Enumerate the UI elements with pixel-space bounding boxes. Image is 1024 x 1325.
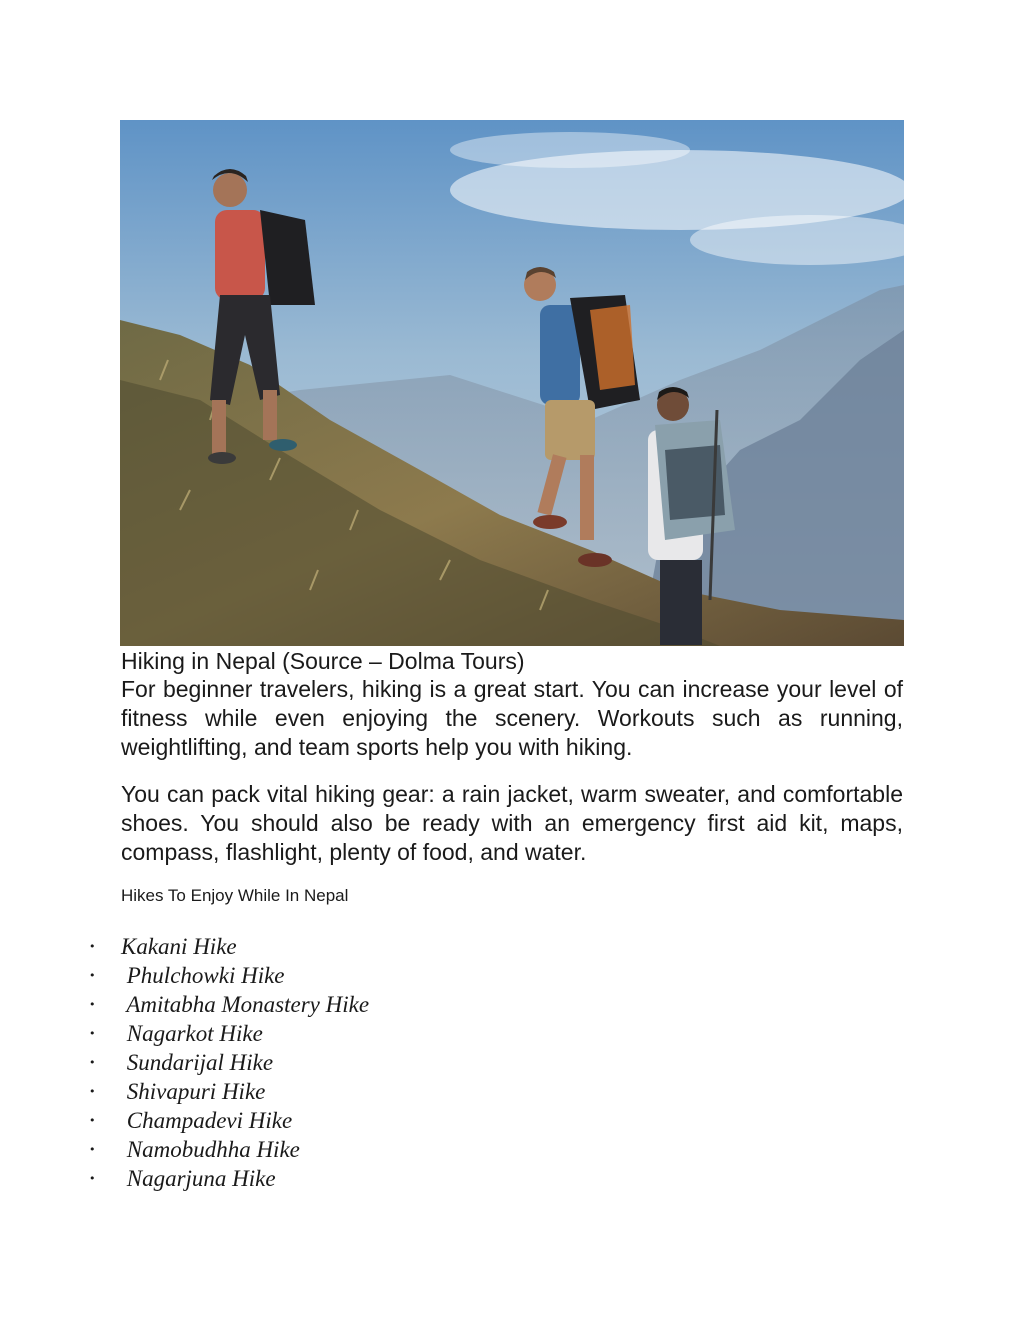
photo-caption: Hiking in Nepal (Source – Dolma Tours): [121, 648, 525, 674]
hike-list: [86, 932, 369, 1193]
bullet-icon: •: [89, 1056, 96, 1069]
hike-name: Kakani Hike: [121, 934, 237, 959]
list-item: [86, 1077, 369, 1106]
hike-name: Namobudhha Hike: [121, 1137, 300, 1162]
hike-name: Champadevi Hike: [121, 1108, 293, 1133]
list-item: [86, 961, 369, 990]
bullet-icon: •: [89, 969, 96, 982]
list-item: [86, 1106, 369, 1135]
hike-name: Shivapuri Hike: [121, 1079, 266, 1104]
list-item: [86, 1019, 369, 1048]
list-item: [86, 1164, 369, 1193]
hike-name: Nagarjuna Hike: [121, 1166, 276, 1191]
hike-name: Sundarijal Hike: [121, 1050, 274, 1075]
bullet-icon: •: [89, 1114, 96, 1127]
hike-name: Nagarkot Hike: [121, 1021, 263, 1046]
bullet-icon: •: [89, 1085, 96, 1098]
hiking-photo: [120, 120, 904, 646]
list-item: [86, 932, 369, 961]
bullet-icon: •: [89, 1027, 96, 1040]
list-item: [86, 990, 369, 1019]
hike-name: Amitabha Monastery Hike: [121, 992, 370, 1017]
list-item: [86, 1135, 369, 1164]
gear-paragraph: You can pack vital hiking gear: a rain jacket, warm sweater, and comfortable shoes. You should also be ready with an emergency first aid kit, maps, compass, flashlight, plenty of food, and water.: [121, 781, 903, 865]
list-item: [86, 1048, 369, 1077]
bullet-icon: •: [89, 998, 96, 1011]
bullet-icon: •: [89, 1143, 96, 1156]
hike-name: Phulchowki Hike: [121, 963, 285, 988]
intro-paragraph: For beginner travelers, hiking is a great start. You can increase your level of fitness while even enjoying the scenery. Workouts such as running, weightlifting, and team sports help you with hiking.: [121, 676, 903, 760]
bullet-icon: •: [89, 940, 96, 953]
hikes-subheading: Hikes To Enjoy While In Nepal: [121, 886, 349, 905]
bullet-icon: •: [89, 1172, 96, 1185]
